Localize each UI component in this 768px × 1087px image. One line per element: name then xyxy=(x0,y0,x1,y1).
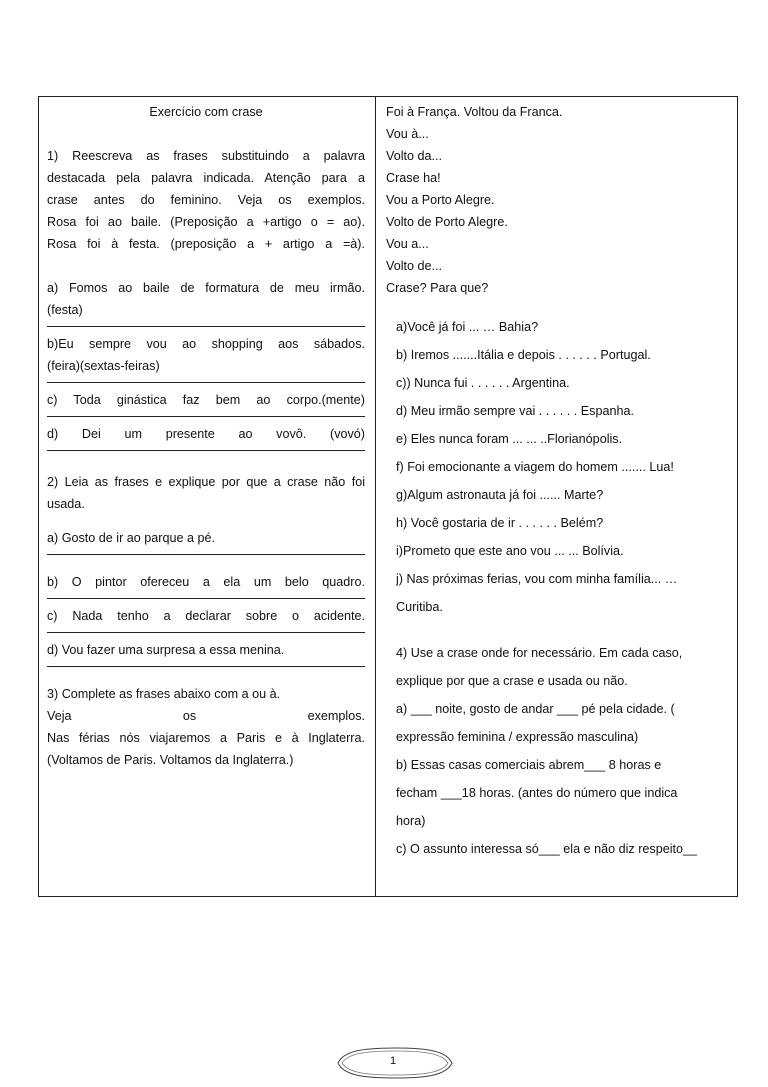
q4-line: 4) Use a crase onde for necessário. Em cada caso, xyxy=(396,646,683,660)
q2a-text: a) Gosto de ir ao parque a pé. xyxy=(47,531,216,545)
q3-item: g)Algum astronauta já foi ...... Marte? xyxy=(396,488,604,502)
q3-item: i)Prometo que este ano vou ... ... Bolívia. xyxy=(396,544,624,558)
q2c-text: c) Nada tenho a declarar sobre o acidente. xyxy=(47,609,365,623)
q3-line: Nas férias nós viajaremos a Paris e à Inglaterra. xyxy=(47,731,365,745)
q2b-text: b) O pintor ofereceu a ela um belo quadro. xyxy=(47,575,365,589)
answer-line xyxy=(47,553,365,555)
q4-line: b) Essas casas comerciais abrem___ 8 horas e xyxy=(396,758,662,772)
right-column xyxy=(386,101,726,863)
answer-line xyxy=(47,325,365,327)
q3-line: 3) Complete as frases abaixo com a ou à. xyxy=(47,687,281,701)
q1-line: 1) Reescreva as frases substituindo a palavra xyxy=(47,149,365,163)
q3-item: d) Meu irmão sempre vai . . . . . . Espanha. xyxy=(396,404,634,418)
answer-line xyxy=(47,597,365,599)
q4-line: explique por que a crase e usada ou não. xyxy=(396,674,628,688)
example-line: Volto de... xyxy=(386,259,443,273)
example-line: Foi à França. Voltou da Franca. xyxy=(386,105,563,119)
q3-item: e) Eles nunca foram ... ... ..Florianópolis. xyxy=(396,432,623,446)
q1d-text: d) Dei um presente ao vovô. (vovó) xyxy=(47,427,365,441)
exercise-title: Exercício com crase xyxy=(149,105,263,119)
answer-line xyxy=(47,665,365,667)
q3-item: j) Nas próximas ferias, vou com minha família... … xyxy=(396,572,678,586)
q1-line: crase antes do feminino. Veja os exemplos. xyxy=(47,193,365,207)
q3-item: f) Foi emocionante a viagem do homem ....... Lua! xyxy=(396,460,674,474)
answer-line xyxy=(47,631,365,633)
q1c-text: c) Toda ginástica faz bem ao corpo.(mente) xyxy=(47,393,365,407)
example-line: Crase? Para que? xyxy=(386,281,489,295)
example-line: Vou à... xyxy=(386,127,429,141)
q1b-text: (feira)(sextas-feiras) xyxy=(47,359,160,373)
example-line: Volto da... xyxy=(386,149,443,163)
q1-line: Rosa foi à festa. (preposição a + artigo a =à). xyxy=(47,237,365,251)
q1a-text: a) Fomos ao baile de formatura de meu irmão. xyxy=(47,281,365,295)
example-line: Crase ha! xyxy=(386,171,441,185)
q3-line: Veja os exemplos. xyxy=(47,709,365,723)
answer-line xyxy=(47,415,365,417)
q1b-text: b)Eu sempre vou ao shopping aos sábados. xyxy=(47,337,365,351)
q4-line: hora) xyxy=(396,814,426,828)
q4-line: fecham ___18 horas. (antes do número que indica xyxy=(396,786,678,800)
column-divider xyxy=(375,96,376,897)
q2d-text: d) Vou fazer uma surpresa a essa menina. xyxy=(47,643,285,657)
q3-item: h) Você gostaria de ir . . . . . . Belém? xyxy=(396,516,604,530)
q4-line: c) O assunto interessa só___ ela e não diz respeito__ xyxy=(396,842,698,856)
q1a-text: (festa) xyxy=(47,303,83,317)
example-line: Vou a... xyxy=(386,237,429,251)
q3-item: Curitiba. xyxy=(396,600,443,614)
q4-line: expressão feminina / expressão masculina) xyxy=(396,730,639,744)
q2-line: usada. xyxy=(47,497,85,511)
q4-line: a) ___ noite, gosto de andar ___ pé pela cidade. ( xyxy=(396,702,675,716)
answer-line xyxy=(47,381,365,383)
answer-line xyxy=(47,449,365,451)
page-number: 1 xyxy=(389,1055,397,1067)
example-line: Volto de Porto Alegre. xyxy=(386,215,508,229)
q2-line: 2) Leia as frases e explique por que a crase não foi xyxy=(47,475,365,489)
q3-item: b) Iremos .......Itália e depois . . . . . . Portugal. xyxy=(396,348,651,362)
q3-item: a)Você já foi ... … Bahia? xyxy=(396,320,539,334)
q3-items xyxy=(386,313,726,863)
q1-line: Rosa foi ao baile. (Preposição a +artigo o = ao). xyxy=(47,215,365,229)
q1-line: destacada pela palavra indicada. Atenção para a xyxy=(47,171,365,185)
example-line: Vou a Porto Alegre. xyxy=(386,193,495,207)
q3-line: (Voltamos de Paris. Voltamos da Inglaterra.) xyxy=(47,753,294,767)
left-column xyxy=(47,101,365,771)
q3-item: c)) Nunca fui . . . . . . Argentina. xyxy=(396,376,570,390)
